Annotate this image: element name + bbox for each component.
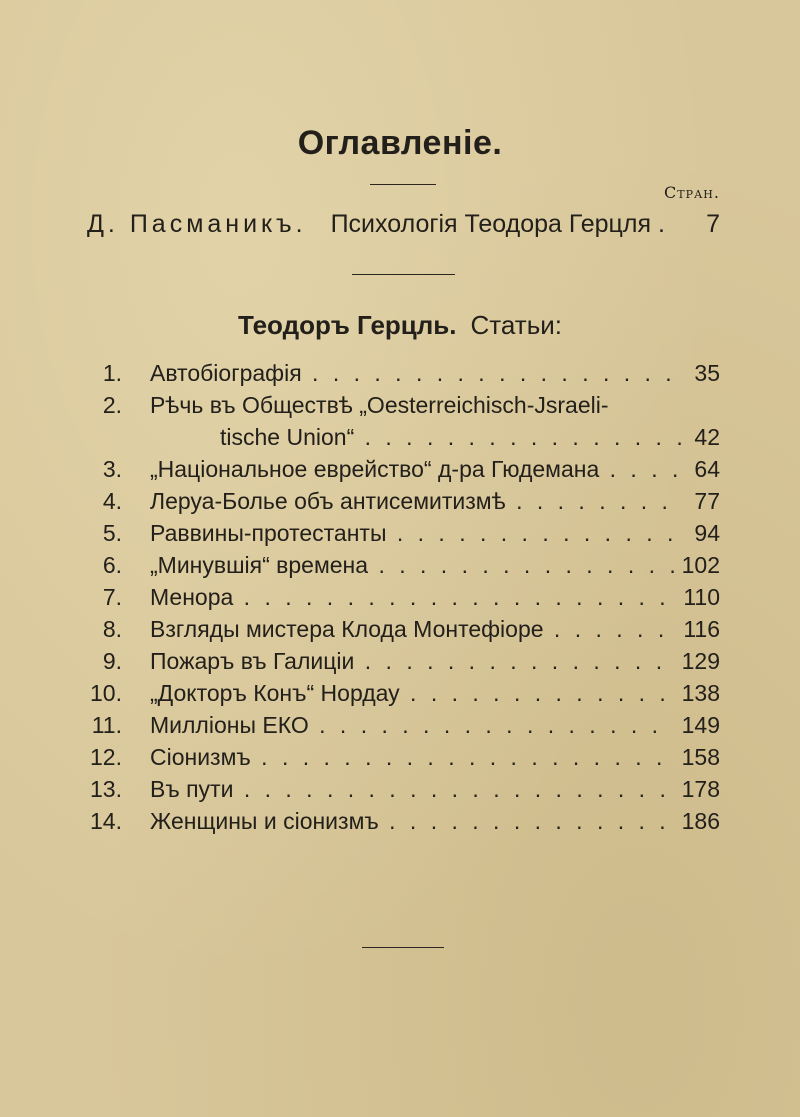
toc-entry	[80, 677, 720, 709]
toc-entry-title: Рѣчь въ Обществѣ „Oesterreichisch-Jsraeli-	[150, 392, 609, 418]
toc-entry-title: Автобіографія . . .	[150, 357, 682, 389]
toc-entry-page: 178	[681, 776, 720, 802]
toc-entry-title: tische Union“ . . .	[150, 421, 682, 453]
toc-entry	[80, 549, 720, 581]
toc-entry-title: Взгляды мистера Клода Монтефіоре . . .	[150, 613, 675, 645]
toc-entry-number: 4.	[102, 488, 122, 514]
toc-entry-title: Пожаръ въ Галиціи . . .	[150, 645, 674, 677]
section-label: Статьи:	[470, 310, 562, 340]
toc-entry-page: 158	[681, 744, 720, 770]
section-name: Теодоръ Герцль.	[238, 310, 457, 340]
toc-entry	[80, 389, 720, 421]
intro-author: Д. Пасманикъ.	[87, 210, 307, 238]
toc-entry	[80, 357, 720, 389]
toc-entry	[80, 581, 720, 613]
toc-entry-number: 2.	[102, 392, 122, 418]
toc-entry	[80, 485, 720, 517]
page-column-label: Стран.	[664, 183, 720, 202]
toc-entry-page: 42	[694, 424, 720, 450]
intro-work-title: Психологія Теодора Герцля	[330, 210, 652, 238]
toc-list	[80, 357, 720, 837]
intro-page: 7	[706, 210, 720, 238]
toc-entry-title: „Національное еврейство“ д-ра Гюдемана . . .	[150, 453, 682, 485]
toc-entry	[80, 773, 720, 805]
toc-entry-number: 5.	[102, 520, 122, 546]
toc-entry-number: 6.	[102, 552, 122, 578]
toc-entry-number: 11.	[91, 712, 122, 738]
toc-entry-page: 94	[694, 520, 720, 546]
toc-entry	[80, 613, 720, 645]
intro-work: Психологія Теодора Герцля .	[330, 210, 665, 238]
toc-entry	[80, 453, 720, 485]
toc-entry-number: 1.	[102, 360, 122, 386]
toc-entry-page: 110	[683, 584, 720, 610]
toc-entry-number: 13.	[90, 776, 122, 802]
toc-entry-page: 186	[681, 808, 720, 834]
section-rule	[352, 274, 455, 275]
toc-entry-title: Милліоны ЕКО . . .	[150, 709, 674, 741]
toc-entry-title: Леруа-Болье объ антисемитизмѣ . . .	[150, 485, 682, 517]
toc-entry	[80, 645, 720, 677]
toc-entry	[80, 517, 720, 549]
toc-entry-number: 12.	[90, 744, 122, 770]
toc-entry-page: 149	[681, 712, 720, 738]
bottom-rule	[362, 947, 444, 948]
toc-entry	[80, 709, 720, 741]
toc-entry	[80, 741, 720, 773]
toc-entry-page: 64	[694, 456, 720, 482]
toc-entry-number: 3.	[102, 456, 122, 482]
toc-entry-page: 129	[681, 648, 720, 674]
toc-entry-number: 10.	[90, 680, 122, 706]
toc-entry-number: 7.	[102, 584, 122, 610]
toc-entry-title: Въ пути . . .	[150, 773, 674, 805]
toc-entry-page: 102	[681, 552, 720, 578]
intro-entry	[87, 210, 720, 239]
toc-entry-title: „Докторъ Конъ“ Нордау . . .	[150, 677, 674, 709]
toc-entry	[80, 805, 720, 837]
toc-entry-number: 14.	[90, 808, 122, 834]
toc-entry-title: Женщины и сіонизмъ . . .	[150, 805, 674, 837]
toc-entry-title: Менора . . .	[150, 581, 675, 613]
toc-entry-title: „Минувшія“ времена . . .	[150, 549, 674, 581]
toc-entry	[80, 421, 720, 453]
toc-entry-page: 138	[681, 680, 720, 706]
toc-entry-number: 9.	[102, 648, 122, 674]
page-title: Оглавленіе.	[297, 124, 503, 162]
toc-entry-page: 35	[694, 360, 720, 386]
toc-entry-page: 77	[694, 488, 720, 514]
toc-entry-title: Раввины-протестанты . . .	[150, 517, 682, 549]
toc-entry-title: Сіонизмъ . . .	[150, 741, 674, 773]
title-rule	[370, 184, 436, 185]
section-title	[0, 310, 800, 341]
toc-entry-number: 8.	[102, 616, 122, 642]
toc-entry-page: 116	[683, 616, 720, 642]
